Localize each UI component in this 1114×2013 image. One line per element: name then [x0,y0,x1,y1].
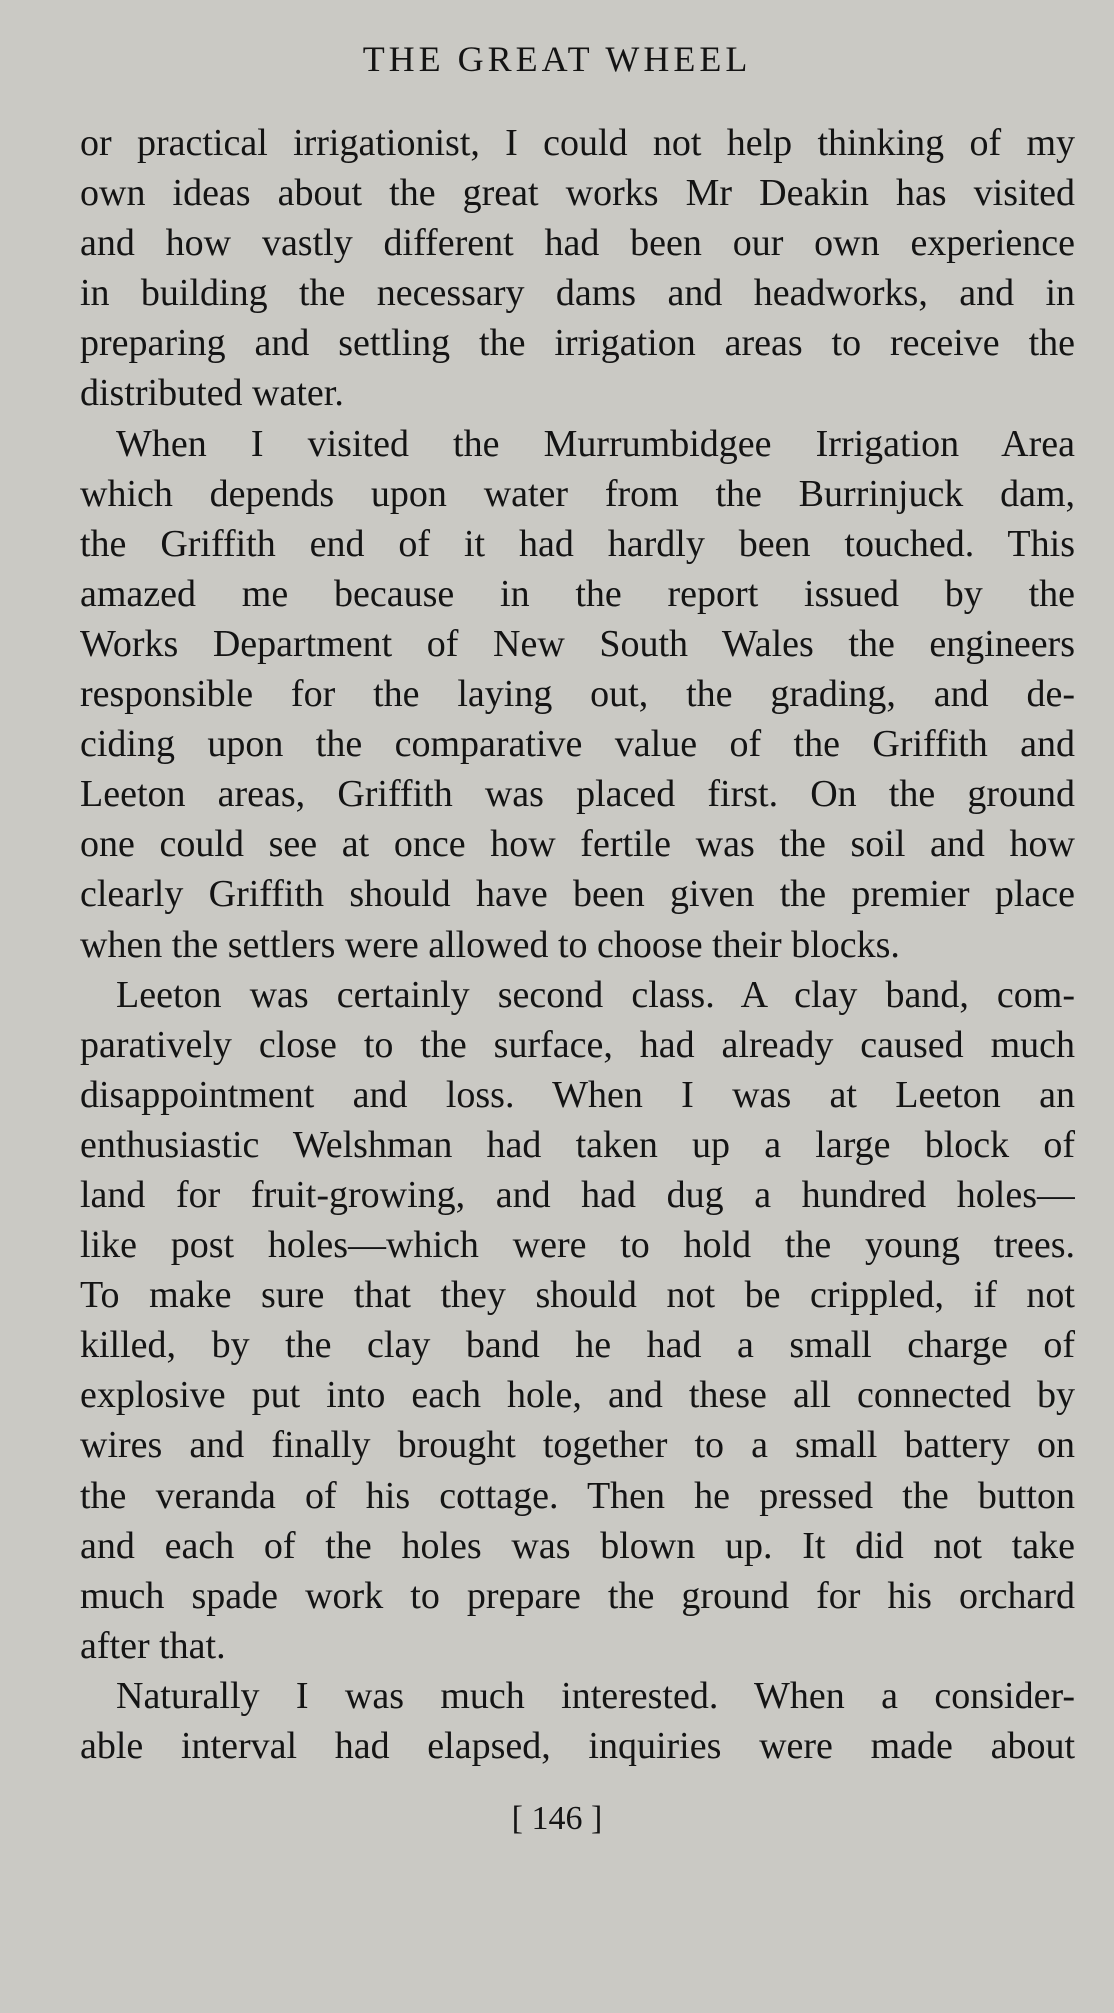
text-line: in building the necessary dams and headworks, and in [80,272,1075,315]
text-line: paratively close to the surface, had already caused much [80,1023,1075,1066]
text-line: responsible for the laying out, the grading, and de- [80,673,1075,716]
text-line: own ideas about the great works Mr Deakin has visited [80,172,1075,215]
text-line: or practical irrigationist, I could not help thinking of my [80,122,1075,164]
text-line: Leeton was certainly second class. A clay band, com- [116,973,1075,1016]
text-line: when the settlers were allowed to choose their blocks. [80,923,900,966]
text-line: and how vastly different had been our own experience [80,222,1075,265]
text-line: which depends upon water from the Burrinjuck dam, [80,472,1075,515]
text-line: enthusiastic Welshman had taken up a large block of [80,1123,1075,1166]
text-line: land for fruit-growing, and had dug a hundred holes— [80,1173,1075,1216]
text-line: Leeton areas, Griffith was placed first. On the ground [80,773,1075,816]
text-line: one could see at once how fertile was the soil and how [80,823,1075,866]
text-line: To make sure that they should not be crippled, if not [80,1274,1075,1317]
body-text [80,118,1075,1771]
text-line: disappointment and loss. When I was at Leeton an [80,1073,1075,1116]
text-line: much spade work to prepare the ground for his orchard [80,1574,1075,1617]
text-line: preparing and settling the irrigation areas to receive the [80,322,1075,365]
text-line: ciding upon the comparative value of the Griffith and [80,723,1075,766]
text-line: Works Department of New South Wales the engineers [80,622,1075,665]
text-line: amazed me because in the report issued by the [80,572,1075,615]
text-line: the veranda of his cottage. Then he pressed the button [80,1474,1075,1517]
text-line: like post holes—which were to hold the young trees. [80,1224,1075,1267]
text-line: killed, by the clay band he had a small charge of [80,1324,1075,1367]
page-number: [ 146 ] [511,1800,603,1837]
text-line: When I visited the Murrumbidgee Irrigation Area [116,422,1075,465]
text-line: wires and finally brought together to a small battery on [80,1424,1075,1467]
text-line: distributed water. [80,372,344,415]
text-line: clearly Griffith should have been given the premier place [80,873,1075,916]
running-head: THE GREAT WHEEL [362,39,752,79]
text-line: able interval had elapsed, inquiries were made about [80,1725,1075,1767]
text-line: the Griffith end of it had hardly been touched. This [80,522,1075,565]
text-line: after that. [80,1624,226,1667]
text-line: Naturally I was much interested. When a consider- [116,1674,1075,1717]
text-line: and each of the holes was blown up. It did not take [80,1524,1075,1567]
text-line: explosive put into each hole, and these all connected by [80,1374,1075,1417]
